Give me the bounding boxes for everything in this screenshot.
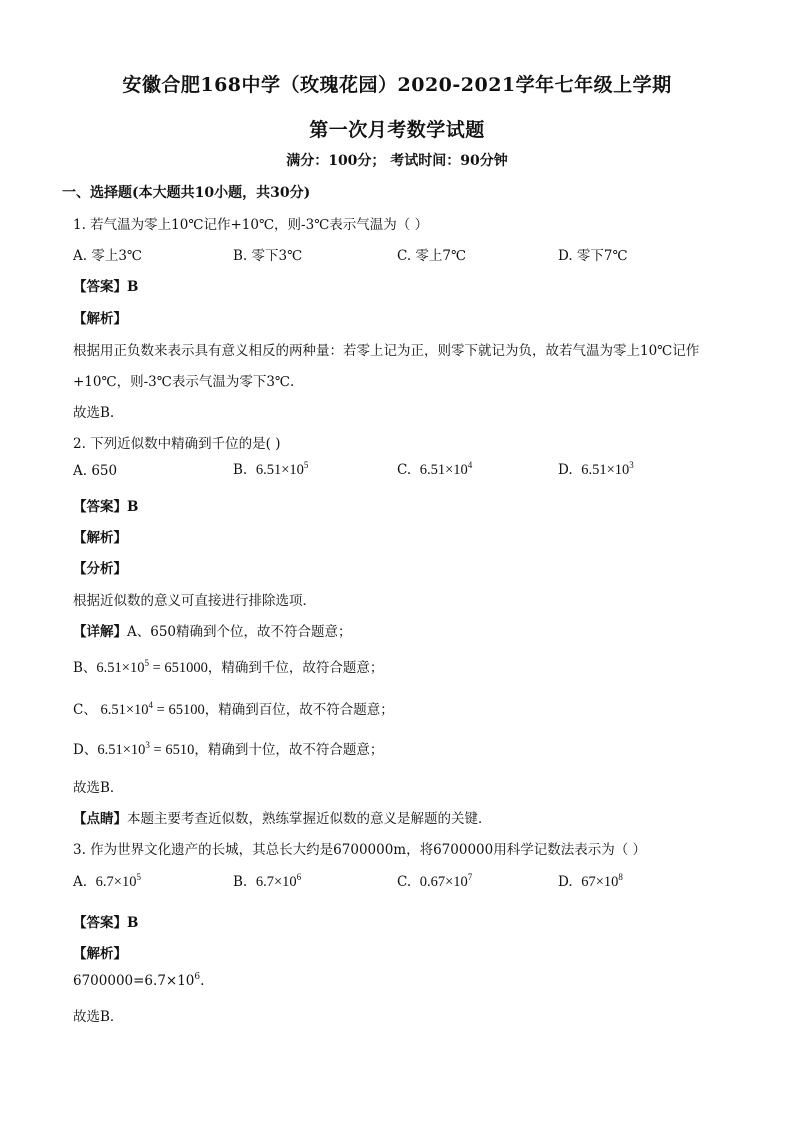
q1-option-b: B. 零下3℃ xyxy=(233,248,303,264)
q1-analysis-tag: 【解析】 xyxy=(73,311,127,327)
q3-option-a-label: A. xyxy=(73,874,88,890)
q2-detail-d-exp: 3 xyxy=(145,740,150,750)
q2-option-b-base: 6.51×10 xyxy=(255,462,304,478)
q2-dianjing-tag: 【点睛】 xyxy=(73,811,127,827)
q3-option-b-base: 6.7×10 xyxy=(255,874,297,890)
q2-option-b-value xyxy=(256,462,309,478)
q2-option-a: A. 650 xyxy=(73,463,118,479)
q3-option-b-value xyxy=(256,874,301,890)
q3-option-c-base: 0.67×10 xyxy=(419,874,468,890)
q3-analysis-tag: 【解析】 xyxy=(73,946,127,962)
q2-stem: 2. 下列近似数中精确到千位的是( ) xyxy=(73,436,281,452)
q2-dianjing xyxy=(73,807,492,827)
q3-option-d-base: 67×10 xyxy=(581,874,619,890)
q1-conclusion: 故选B. xyxy=(73,405,115,421)
q2-detail-d-prefix: D、 xyxy=(73,742,98,758)
q2-option-c-exp: 4 xyxy=(467,460,473,470)
q2-detail-c-note: ，精确到百位，故不符合题意； xyxy=(204,702,394,718)
q3-option-a-value xyxy=(96,874,141,890)
q2-answer: 【答案】B xyxy=(73,499,139,515)
q2-fenxi-tag: 【分析】 xyxy=(73,561,127,577)
q1-analysis-line1: 根据用正负数来表示具有意义相反的两种量：若零上记为正，则零下就记为负，故若气温为零上10℃记作 xyxy=(73,343,700,359)
q2-detail-b-note: ，精确到千位，故符合题意； xyxy=(207,660,384,676)
q2-detail-a xyxy=(73,620,352,640)
exam-meta: 满分：100分； 考试时间：90分钟 xyxy=(286,153,508,169)
q3-calc-end: . xyxy=(200,973,205,989)
q2-option-b-exp: 5 xyxy=(303,460,309,470)
q2-analysis-tag: 【解析】 xyxy=(73,530,127,546)
exam-title-line1: 安徽合肥168中学（玫瑰花园）2020-2021学年七年级上学期 xyxy=(122,74,672,96)
q2-option-c xyxy=(397,462,472,479)
q2-option-b-label: B. xyxy=(233,462,248,478)
q2-detail-d-note: ，精确到十位，故不符合题意； xyxy=(194,742,384,758)
q2-option-d-exp: 3 xyxy=(629,460,634,470)
q3-calc xyxy=(73,973,204,989)
q2-option-c-label: C. xyxy=(397,462,412,478)
q3-calc-exp: 6 xyxy=(194,972,201,982)
q3-option-b-label: B. xyxy=(233,874,248,890)
q2-detail-b-prefix: B、 xyxy=(73,660,97,676)
section-heading: 一、选择题(本大题共10小题，共30分) xyxy=(62,185,311,201)
q1-option-c: C. 零上7℃ xyxy=(397,248,467,264)
q3-option-b-exp: 6 xyxy=(296,872,302,882)
q2-conclusion: 故选B． xyxy=(73,780,124,796)
q2-detail-c-rest: = 65100 xyxy=(153,702,205,718)
q3-conclusion: 故选B． xyxy=(73,1009,124,1025)
q2-option-c-base: 6.51×10 xyxy=(419,462,468,478)
q2-detail-a-text: A、650精确到个位，故不符合题意； xyxy=(127,624,352,640)
q3-option-a xyxy=(73,874,141,891)
q2-detail-b-exp: 5 xyxy=(144,658,149,668)
q2-option-d-label: D. xyxy=(558,462,573,478)
q2-fenxi-text: 根据近似数的意义可直接进行排除选项． xyxy=(73,593,316,609)
q2-detail-d-math xyxy=(97,742,194,758)
q3-option-d-exp: 8 xyxy=(618,872,623,882)
exam-title-line2: 第一次月考数学试题 xyxy=(309,119,485,141)
q3-option-a-exp: 5 xyxy=(136,872,141,882)
q2-detail-b-math xyxy=(96,660,208,676)
q2-detail-tag: 【详解】 xyxy=(73,624,127,640)
q2-detail-c xyxy=(73,698,394,719)
q2-detail-d-base: 6.51×10 xyxy=(97,742,146,758)
q2-option-d xyxy=(558,462,634,479)
q3-option-c-label: C. xyxy=(397,874,412,890)
q1-option-a: A. 零上3℃ xyxy=(73,248,143,264)
q1-analysis-line2: +10℃，则-3℃表示气温为零下3℃. xyxy=(73,374,295,390)
q2-detail-c-math xyxy=(97,702,205,718)
q3-option-d-label: D. xyxy=(558,874,573,890)
q3-answer: 【答案】B xyxy=(73,915,139,931)
q2-option-d-value xyxy=(581,462,634,478)
q2-option-d-base: 6.51×10 xyxy=(581,462,630,478)
q3-option-d-value xyxy=(581,874,623,890)
q2-option-b xyxy=(233,462,308,479)
q3-stem: 3. 作为世界文化遗产的长城，其总长大约是6700000m，将6700000用科学记数法表示为（ ） xyxy=(73,842,647,858)
q2-detail-d xyxy=(73,738,383,759)
q2-detail-c-exp: 4 xyxy=(148,700,154,710)
q3-option-c-exp: 7 xyxy=(467,872,473,882)
q2-option-c-value xyxy=(420,462,473,478)
q2-detail-c-prefix: C、 xyxy=(73,702,97,718)
q1-answer: 【答案】B xyxy=(73,279,139,295)
q3-option-a-base: 6.7×10 xyxy=(95,874,137,890)
q1-stem: 1. 若气温为零上10℃记作+10℃，则-3℃表示气温为（ ） xyxy=(73,217,429,233)
q2-detail-b-rest: = 651000 xyxy=(148,660,208,676)
q2-detail-d-rest: = 6510 xyxy=(149,742,195,758)
q2-detail-c-base: 6.51×10 xyxy=(100,702,149,718)
q2-dianjing-text: 本题主要考查近似数，熟练掌握近似数的意义是解题的关键． xyxy=(127,811,492,827)
q3-option-c-value xyxy=(420,874,473,890)
q1-option-d: D. 零下7℃ xyxy=(558,248,628,264)
q3-option-b xyxy=(233,874,301,891)
q3-calc-base: 6700000=6.7×10 xyxy=(73,973,195,989)
q3-option-c xyxy=(397,874,472,891)
q2-detail-b-base: 6.51×10 xyxy=(96,660,145,676)
q3-option-d xyxy=(558,874,623,891)
q2-detail-b xyxy=(73,656,383,677)
